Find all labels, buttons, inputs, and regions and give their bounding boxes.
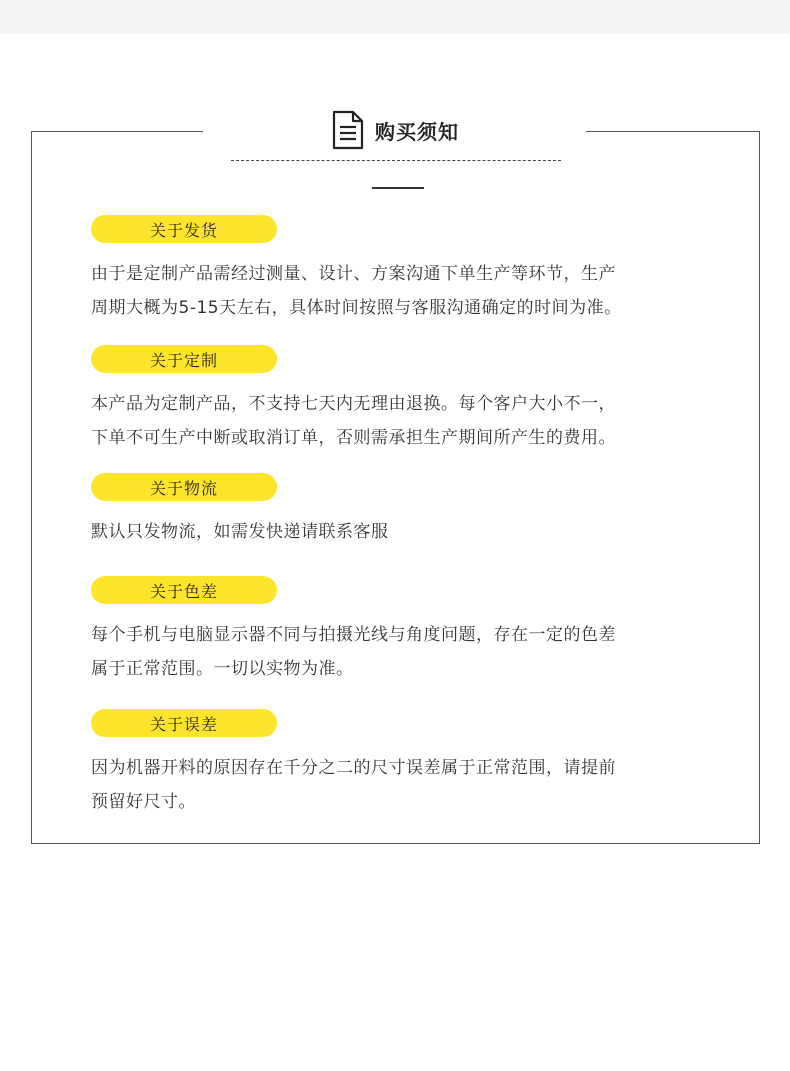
section-heading: 关于误差 bbox=[91, 709, 277, 737]
section-body: 由于是定制产品需经过测量、设计、方案沟通下单生产等环节，生产 周期大概为5-15天左右，具体时间按照与客服沟通确定的时间为准。 bbox=[91, 264, 622, 318]
section-color-difference bbox=[91, 576, 711, 686]
section-body: 本产品为定制产品，不支持七天内无理由退换。每个客户大小不一， 下单不可生产中断或取消订单，否则需承担生产期间所产生的费用。 bbox=[91, 394, 616, 448]
section-heading: 关于色差 bbox=[91, 576, 277, 604]
section-body: 每个手机与电脑显示器不同与拍摄光线与角度问题，存在一定的色差 属于正常范围。一切以实物为准。 bbox=[91, 625, 616, 679]
section-shipping bbox=[91, 215, 711, 325]
section-size-error bbox=[91, 709, 711, 819]
document-icon bbox=[331, 110, 365, 150]
top-strip bbox=[0, 0, 790, 34]
section-heading: 关于发货 bbox=[91, 215, 277, 243]
short-divider bbox=[372, 187, 424, 189]
section-heading: 关于定制 bbox=[91, 345, 277, 373]
dashed-divider bbox=[231, 160, 561, 161]
notice-header bbox=[0, 108, 790, 152]
section-body: 因为机器开料的原因存在千分之二的尺寸误差属于正常范围，请提前 预留好尺寸。 bbox=[91, 758, 616, 812]
section-heading: 关于物流 bbox=[91, 473, 277, 501]
section-logistics bbox=[91, 473, 711, 549]
page-title: 购买须知 bbox=[375, 119, 459, 144]
section-body: 默认只发物流，如需发快递请联系客服 bbox=[91, 522, 389, 542]
section-customization bbox=[91, 345, 711, 455]
